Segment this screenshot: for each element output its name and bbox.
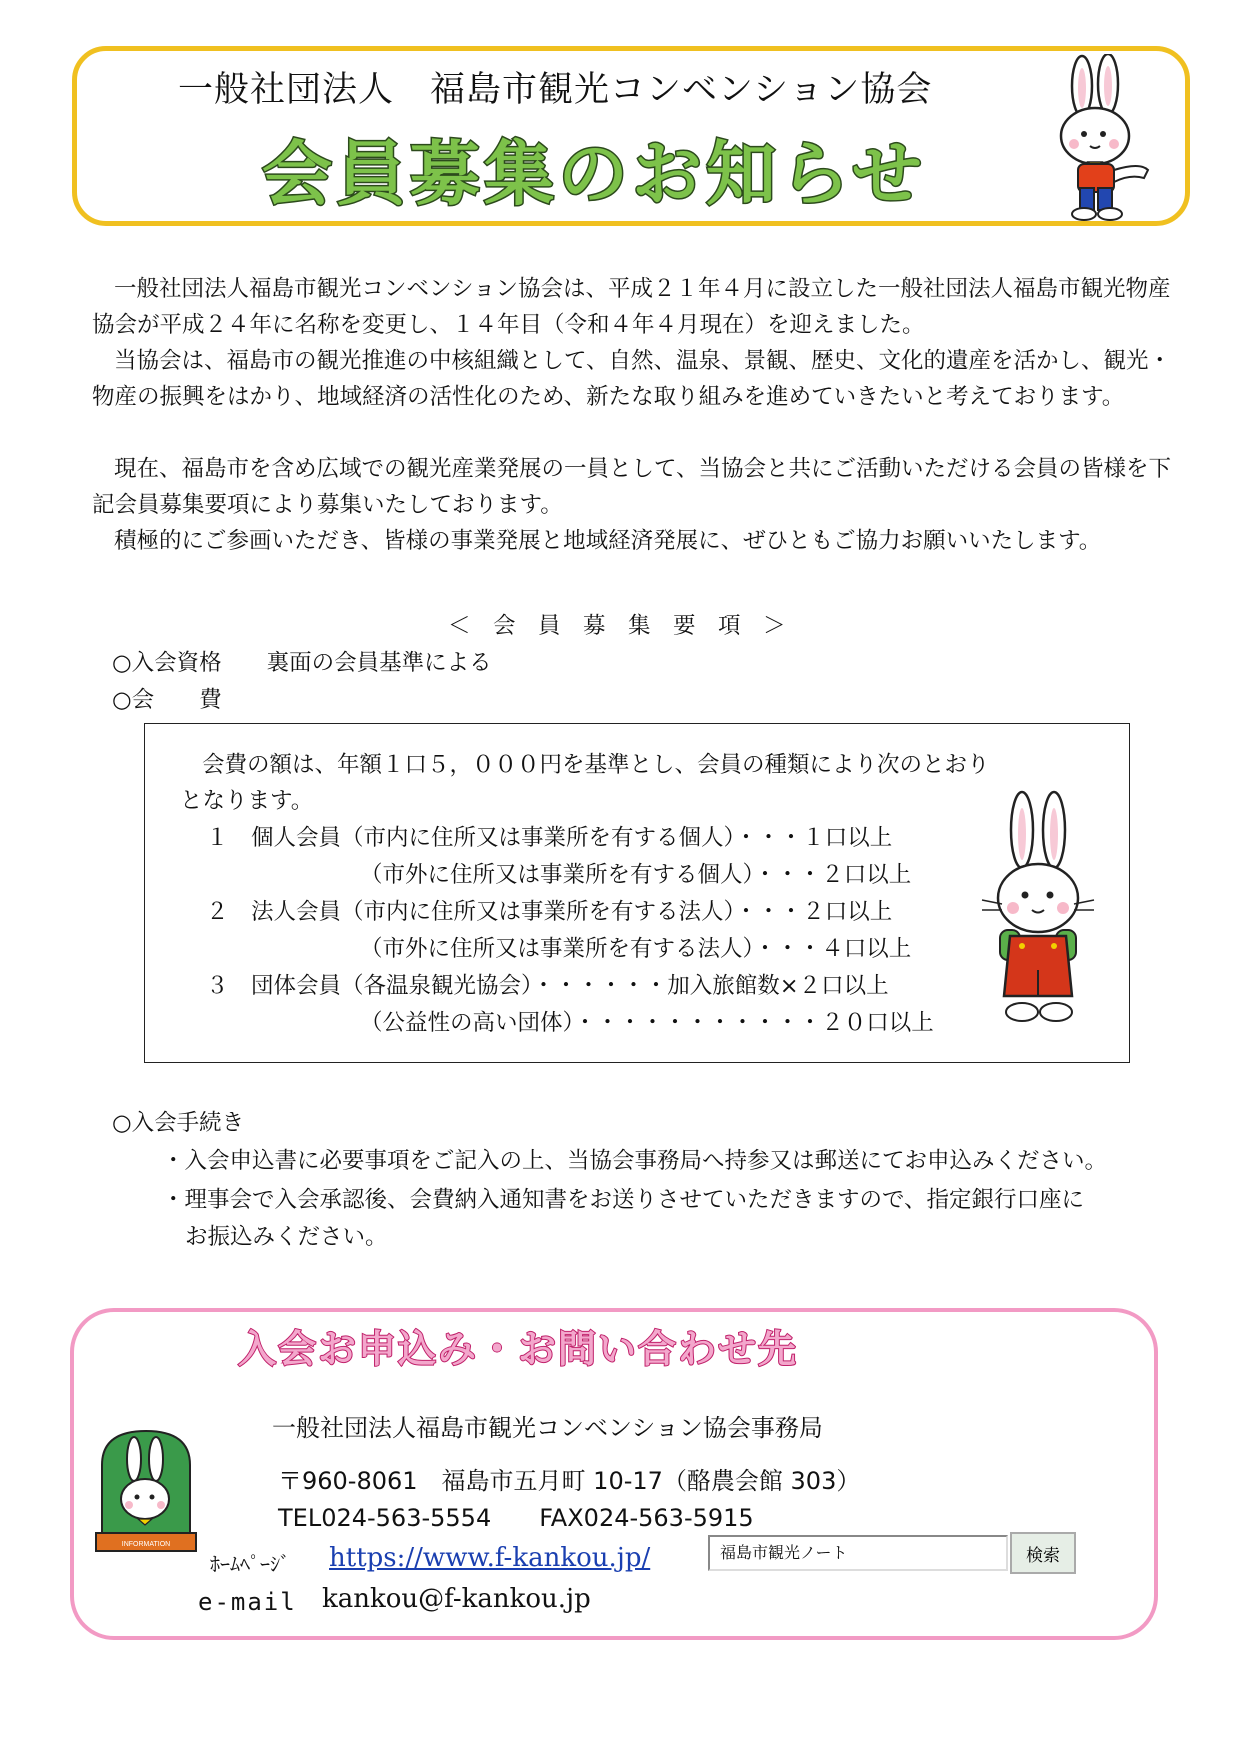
- email-address[interactable]: kankou@f-kankou.jp: [322, 1584, 591, 1614]
- intro-paragraph-1: 一般社団法人福島市観光コンベンション協会は、平成２１年４月に設立した一般社団法人福島市観光物産協会が平成２４年に名称を変更し、１４年目（令和４年４月現在）を迎えました。: [92, 276, 1171, 338]
- procedure-line-2: ・理事会で入会承認後、会費納入通知書をお送りさせていただきますので、指定銀行口座に: [162, 1187, 1085, 1213]
- procedure-line-2-cont: お振込みください。: [185, 1224, 388, 1250]
- qualification-line: ○入会資格 裏面の会員基準による: [112, 650, 492, 676]
- search-button[interactable]: 検索: [1010, 1532, 1076, 1574]
- fee-line: １ 個人会員（市内に住所又は事業所を有する個人）・・・１口以上: [206, 825, 893, 851]
- page-title: 会員募集のお知らせ: [262, 133, 926, 215]
- procedure-line-1: ・入会申込書に必要事項をご記入の上、当協会事務局へ持参又は郵送にてお申込みください。: [162, 1148, 1108, 1174]
- fees-intro-2: となります。: [180, 788, 314, 814]
- procedure-label: ○入会手続き: [112, 1110, 245, 1136]
- homepage-label: ﾎｰﾑﾍﾟｰｼﾞ: [210, 1552, 290, 1576]
- information-sign-icon: [94, 1425, 198, 1555]
- fee-line: （市外に住所又は事業所を有する個人）・・・２口以上: [360, 862, 912, 888]
- organization-name: 一般社団法人 福島市観光コンベンション協会: [178, 70, 933, 110]
- rabbit-mascot-icon: [1040, 54, 1170, 224]
- fee-line: （市外に住所又は事業所を有する法人）・・・４口以上: [360, 936, 912, 962]
- office-phone-fax: TEL024-563-5554 FAX024-563-5915: [278, 1504, 754, 1532]
- contact-title: 入会お申込み・お問い合わせ先: [238, 1327, 799, 1371]
- fees-label: ○会 費: [112, 687, 222, 713]
- email-label: e-mail: [198, 1588, 297, 1616]
- homepage-link[interactable]: https://www.f-kankou.jp/: [329, 1543, 651, 1573]
- rabbit-overalls-icon: [980, 790, 1100, 1030]
- search-input[interactable]: 福島市観光ノート: [708, 1535, 1008, 1571]
- requirements-heading: ＜ 会 員 募 集 要 項 ＞: [448, 613, 786, 639]
- fee-line: （公益性の高い団体）・・・・・・・・・・・２０口以上: [360, 1010, 934, 1036]
- intro-paragraph-3: 現在、福島市を含め広域での観光産業発展の一員として、当協会と共にご活動いただける会員の皆様を下記会員募集要項により募集いたしております。: [92, 456, 1172, 518]
- office-address: 〒960-8061 福島市五月町 10-17（酪農会館 303）: [278, 1467, 861, 1495]
- fee-line: ２ 法人会員（市内に住所又は事業所を有する法人）・・・２口以上: [206, 899, 893, 925]
- intro-paragraph-4: 積極的にご参画いただき、皆様の事業発展と地域経済発展に、ぜひともご協力お願いいたします。: [114, 528, 1102, 554]
- intro-paragraph-2: 当協会は、福島市の観光推進の中核組織として、自然、温泉、景観、歴史、文化的遺産を活かし、観光・物産の振興をはかり、地域経済の活性化のため、新たな取り組みを進めていきたいと考えております。: [92, 348, 1172, 410]
- sign-text: INFORMATION: [121, 1541, 171, 1548]
- fees-intro-1: 会費の額は、年額１口５，０００円を基準とし、会員の種類により次のとおり: [202, 752, 990, 778]
- office-name: 一般社団法人福島市観光コンベンション協会事務局: [272, 1414, 823, 1442]
- fee-line: ３ 団体会員（各温泉観光協会）・・・・・・加入旅館数×２口以上: [206, 973, 889, 999]
